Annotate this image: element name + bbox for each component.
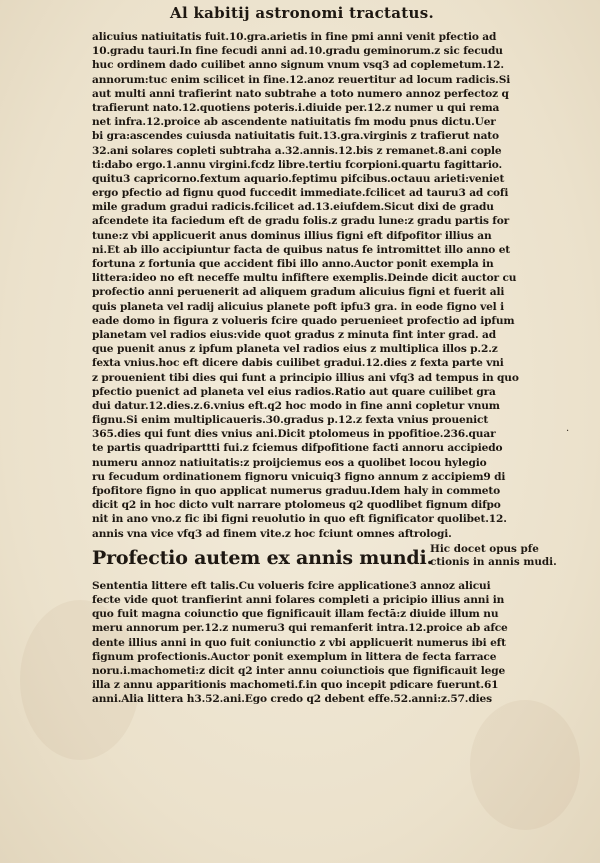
margin-mark: ·: [566, 426, 570, 437]
text-line: Sententia littere eft talis.Cu volueris fcire applicatione3 annoz alicui: [92, 579, 491, 592]
text-line: quo fuit magna coiunctio que fignificauit illam fectā:z diuide illum nu: [92, 608, 499, 621]
text-line: fortuna z fortunia que accident fibi illo anno.Auctor ponit exempla in: [92, 258, 494, 270]
text-line: dicit q2 in hoc dicto vult narrare ptolomeus q2 quodlibet fignum difpo: [92, 499, 501, 512]
text-line: eade domo in figura z volueris fcire quado peruenieet profectio ad ipfum: [92, 314, 515, 327]
text-line: anni.Alia littera h3.52.ani.Ego credo q2 debent effe.52.anni:z.57.dies: [92, 693, 492, 706]
text-line: ergo pfectio ad fignu quod fuccedit immediate.fcilicet ad tauru3 ad cofi: [92, 187, 509, 200]
text-line: fecte vide quot tranfierint anni folares completi a pricipio illius anni in: [92, 593, 505, 606]
text-line: 32.ani solares copleti subtraha a.32.annis.12.bis z remanet.8.ani cople: [92, 144, 502, 157]
section-note-line: ctionis in annis mudi.: [430, 556, 557, 569]
text-line: numeru annoz natiuitatis:z proijciemus eos a quolibet locou hylegio: [92, 456, 487, 469]
text-line: noru.i.machometi:z dicit q2 inter annu coiunctiois que fignificauit lege: [92, 664, 506, 677]
text-line: bi gra:ascendes cuiusda natiuitatis fuit.13.gra.virginis z trafierut nato: [92, 130, 499, 143]
section-note: [430, 543, 566, 570]
text-line: 10.gradu tauri.In fine fecudi anni ad.10.gradu geminorum.z sic fecudu: [92, 45, 503, 58]
text-line: annis vna vice vfq3 ad finem vite.z hoc fciunt omnes aftrologi.: [92, 527, 452, 540]
text-line: illa z annu apparitionis machometi.f.in quo incepit pdicare fuerunt.61: [92, 679, 499, 692]
text-line: littera:ideo no eft neceffe multu infiftere exemplis.Deinde dicit auctor cu: [92, 272, 517, 285]
text-line: alicuius natiuitatis fuit.10.gra.arietis in fine pmi anni venit pfectio ad: [92, 31, 497, 43]
text-line: fignu.Si enim multiplicaueris.30.gradus p.12.z fexta vnius prouenict: [92, 414, 489, 427]
text-line: ru fecudum ordinationem fignoru vnicuiq3 figno annum z accipiem9 di: [92, 470, 506, 483]
text-line: nit in ano vno.z fic ibi figni reuolutio in quo eft fignificator quolibet.12.: [92, 513, 507, 526]
text-line: aut multi anni trafierint nato subtrahe a toto numero annoz perfectoz q: [92, 87, 509, 100]
text-line: trafierunt nato.12.quotiens poteris.i.diuide per.12.z numer u qui rema: [92, 101, 500, 114]
text-line: annorum:tuc enim scilicet in fine.12.anoz reuertitur ad locum radicis.Si: [92, 73, 511, 86]
text-line: planetam vel radios eius:vide quot gradus z minuta fint inter grad. ad: [92, 328, 497, 341]
text-line: ni.Et ab illo accipiuntur facta de quibus natus fe intromittet illo anno et: [92, 243, 511, 256]
text-line: net infra.12.proice ab ascendente natiuitatis fm modu pnus dictu.Uer: [92, 116, 496, 129]
text-line: z prouenient tibi dies qui funt a principio illius ani vfq3 ad tempus in quo: [92, 371, 519, 384]
text-line: mile gradum gradui radicis.fcilicet ad.13.eiufdem.Sicut dixi de gradu: [92, 201, 494, 214]
text-line: fexta vnius.hoc eft dicere dabis cuilibet gradui.12.dies z fexta parte vni: [92, 357, 504, 370]
text-line: dente illius anni in quo fuit coniunctio z vbi applicuerit numerus ibi eft: [92, 636, 506, 649]
text-line: quitu3 capricorno.fextum aquario.feptimu pifcibus.octauu arieti:veniet: [92, 172, 505, 185]
text-line: afcendete ita faciedum eft de gradu folis.z gradu lune:z gradu partis for: [92, 215, 510, 228]
section-heading-row: [92, 543, 564, 579]
text-line: fpofitore figno in quo applicat numerus graduu.Idem haly in commeto: [92, 485, 501, 497]
section-note-line: Hic docet opus pfe: [430, 542, 539, 555]
text-line: fignum profectionis.Auctor ponit exemplum in littera de fecta farrace: [92, 650, 497, 663]
text-line: pfectio puenict ad planeta vel eius radios.Ratio aut quare cuilibet gra: [92, 385, 496, 398]
text-line: huc ordinem dado cuilibet anno signum vnum vsq3 ad coplemetum.12.: [92, 59, 504, 72]
text-line: tune:z vbi applicuerit anus dominus illius figni eft difpofitor illius an: [92, 229, 492, 242]
text-block: [92, 30, 564, 706]
text-line: 365.dies qui funt dies vnius ani.Dicit ptolomeus in ppofitioe.236.quar: [92, 428, 496, 441]
section-heading: Profectio autem ex annis mundi.: [92, 546, 433, 569]
text-line: quis planeta vel radij alicuius planete poft ipfu3 gra. in eode figno vel i: [92, 300, 504, 313]
text-line: meru annorum per.12.z numeru3 qui remanferit intra.12.proice ab afce: [92, 622, 508, 635]
text-line: ti:dabo ergo.1.annu virgini.fcdz libre.tertiu fcorpioni.quartu fagittario.: [92, 158, 502, 171]
text-lines-before: [92, 30, 564, 541]
text-lines-after: [92, 579, 564, 707]
running-head: Al kabitij astronomi tractatus.: [170, 4, 434, 22]
text-line: que puenit anus z ipfum planeta vel radios eius z multiplica illos p.2.z: [92, 343, 498, 356]
paper-stain: [470, 700, 580, 830]
text-line: profectio anni peruenerit ad aliquem gradum alicuius figni et fuerit ali: [92, 286, 505, 299]
text-line: te partis quadriparttti fui.z fciemus difpofitione facti annoru accipiedo: [92, 442, 503, 455]
text-line: dui datur.12.dies.z.6.vnius eft.q2 hoc modo in fine anni copletur vnum: [92, 399, 500, 412]
